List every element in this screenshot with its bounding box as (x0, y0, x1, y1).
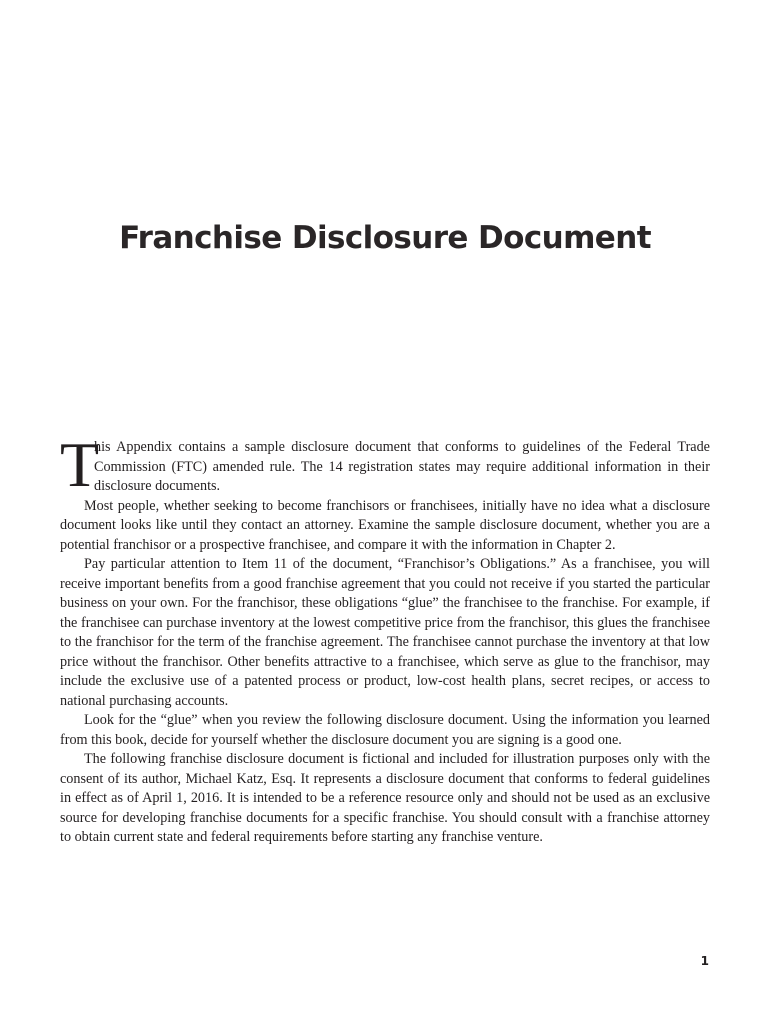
page-title: Franchise Disclosure Document (119, 220, 651, 256)
paragraph-1: Most people, whether seeking to become franchisors or franchisees, initially have no idea what a disclosure document looks like until they contact an attorney. Examine the sample disclosure document, whether you are a potential franchisor or a prospective franchisee, and compare it with the information in Chapter 2. (60, 497, 710, 553)
drop-cap: T (60, 429, 100, 500)
intro-text: his Appendix contains a sample disclosure document that conforms to guidelines of the Federal Trade Commission (FTC) amended rule. The 14 registration states may require additional information in their disclosure documents. (94, 439, 710, 494)
body-text (60, 429, 710, 848)
paragraph-4: The following franchise disclosure document is fictional and included for illustration purposes only with the consent of its author, Michael Katz, Esq. It represents a disclosure document that conforms to federal guidelines in effect as of April 1, 2016. It is intended to be a reference resource only and should not be used as an exclusive source for developing franchise documents for a specific franchise. You should consult with a franchise attorney to obtain current state and federal requirements before starting any franchise venture. (60, 751, 710, 845)
intro-paragraph (60, 429, 710, 500)
page-number: 1 (700, 954, 709, 968)
paragraph-3: Look for the “glue” when you review the following disclosure document. Using the information you learned from this book, decide for yourself whether the disclosure document you are signing is a good one. (60, 712, 710, 748)
paragraph-2: Pay particular attention to Item 11 of the document, “Franchisor’s Obligations.” As a franchisee, you will receive important benefits from a good franchise agreement that you could not receive if you started the particular business on your own. For the franchisor, these obligations “glue” the franchisee to the franchise. For example, if the franchisee can purchase inventory at the lowest competitive price from the franchisor, this glues the franchisee to the franchisor for the term of the franchise agreement. The franchisee cannot purchase the inventory at that low price without the franchisor. Other benefits attractive to a franchisee, which serve as glue to the franchisor, may include the exclusive use of a patented process or product, low-cost health plans, secret recipes, or access to national purchasing accounts. (60, 556, 710, 709)
